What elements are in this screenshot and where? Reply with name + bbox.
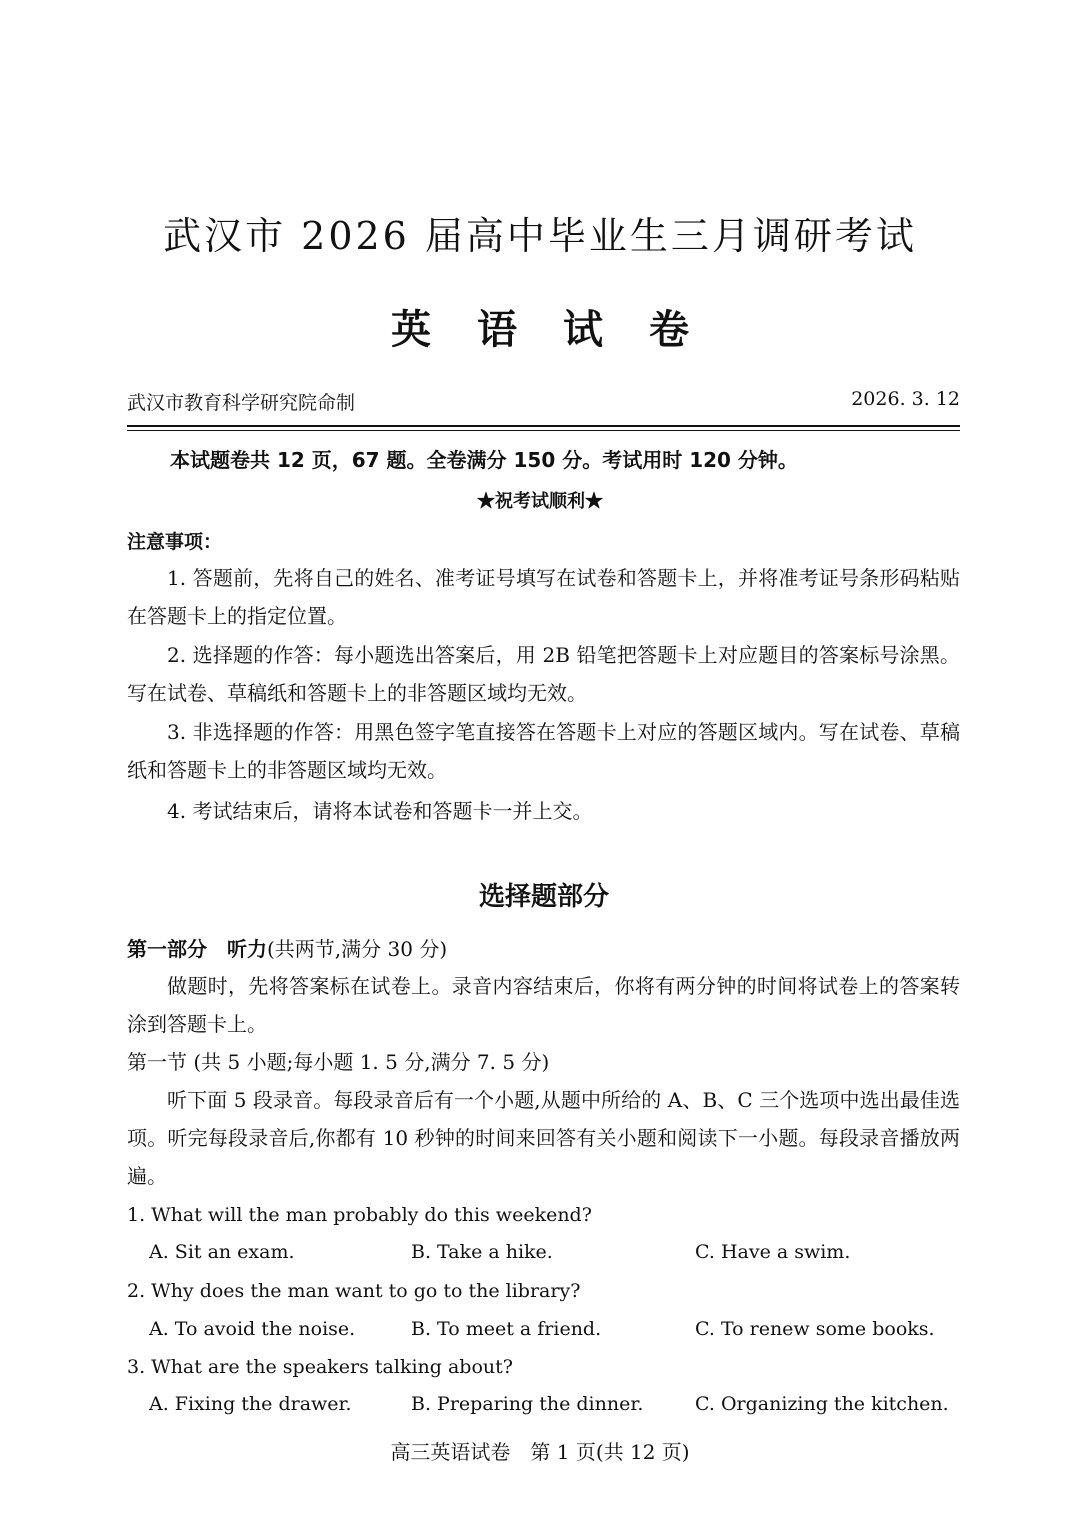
question-1-stem: 1. What will the man probably do this weekend? [127, 1204, 592, 1226]
exam-date: 2026. 3. 12 [851, 388, 960, 410]
question-3-stem: 3. What are the speakers talking about? [127, 1356, 513, 1378]
header-rule-thick [127, 425, 960, 427]
notice-item-2: 2. 选择题的作答：每小题选出答案后，用 2B 铅笔把答题卡上对应题目的答案标号涂黑。写在试卷、草稿纸和答题卡上的非答题区域均无效。 [127, 643, 960, 705]
exam-subtitle: 英语试卷 [391, 307, 735, 353]
question-2-option-a: A. To avoid the noise. [149, 1318, 356, 1340]
good-luck-line: ★祝考试顺利★ [477, 491, 603, 512]
section-title: 选择题部分 [478, 882, 609, 912]
question-3-option-c: C. Organizing the kitchen. [695, 1393, 949, 1415]
question-1-option-a: A. Sit an exam. [149, 1241, 295, 1263]
notice-item-4: 4. 考试结束后，请将本试卷和答题卡一并上交。 [167, 799, 593, 823]
exam-summary: 本试题卷共 12 页，67 题。全卷满分 150 分。考试用时 120 分钟。 [170, 448, 798, 472]
question-2-option-b: B. To meet a friend. [411, 1318, 602, 1340]
part1-label: 第一部分 听力 [127, 937, 267, 961]
section1-heading: 第一节 (共 5 小题;每小题 1. 5 分,满分 7. 5 分) [127, 1050, 550, 1074]
page-footer: 高三英语试卷 第 1 页(共 12 页) [390, 1440, 690, 1464]
issuer: 武汉市教育科学研究院命制 [127, 392, 356, 414]
exam-title: 武汉市 2026 届高中毕业生三月调研考试 [163, 214, 917, 258]
question-1-option-b: B. Take a hike. [411, 1241, 553, 1263]
question-3-option-a: A. Fixing the drawer. [149, 1393, 352, 1415]
section1-instruction: 听下面 5 段录音。每段录音后有一个小题,从题中所给的 A、B、C 三个选项中选出最佳选项。听完每段录音后,你都有 10 秒钟的时间来回答有关小题和阅读下一小题。每段录音播放两遍。 [127, 1088, 960, 1188]
part1-heading [127, 933, 447, 962]
notice-item-1: 1. 答题前，先将自己的姓名、准考证号填写在试卷和答题卡上，并将准考证号条形码粘贴在答题卡上的指定位置。 [127, 566, 960, 628]
notice-item-3: 3. 非选择题的作答：用黑色签字笔直接答在答题卡上对应的答题区域内。写在试卷、草稿纸和答题卡上的非答题区域均无效。 [127, 720, 960, 782]
header-rule-thin [127, 430, 960, 431]
question-3-option-b: B. Preparing the dinner. [411, 1393, 644, 1415]
part1-instruction: 做题时，先将答案标在试卷上。录音内容结束后，你将有两分钟的时间将试卷上的答案转涂到答题卡上。 [127, 974, 960, 1036]
notice-title: 注意事项： [127, 531, 223, 553]
question-2-stem: 2. Why does the man want to go to the library? [127, 1280, 581, 1302]
question-2-option-c: C. To renew some books. [695, 1318, 935, 1340]
question-1-option-c: C. Have a swim. [695, 1241, 851, 1263]
part1-detail: (共两节,满分 30 分) [267, 937, 448, 961]
